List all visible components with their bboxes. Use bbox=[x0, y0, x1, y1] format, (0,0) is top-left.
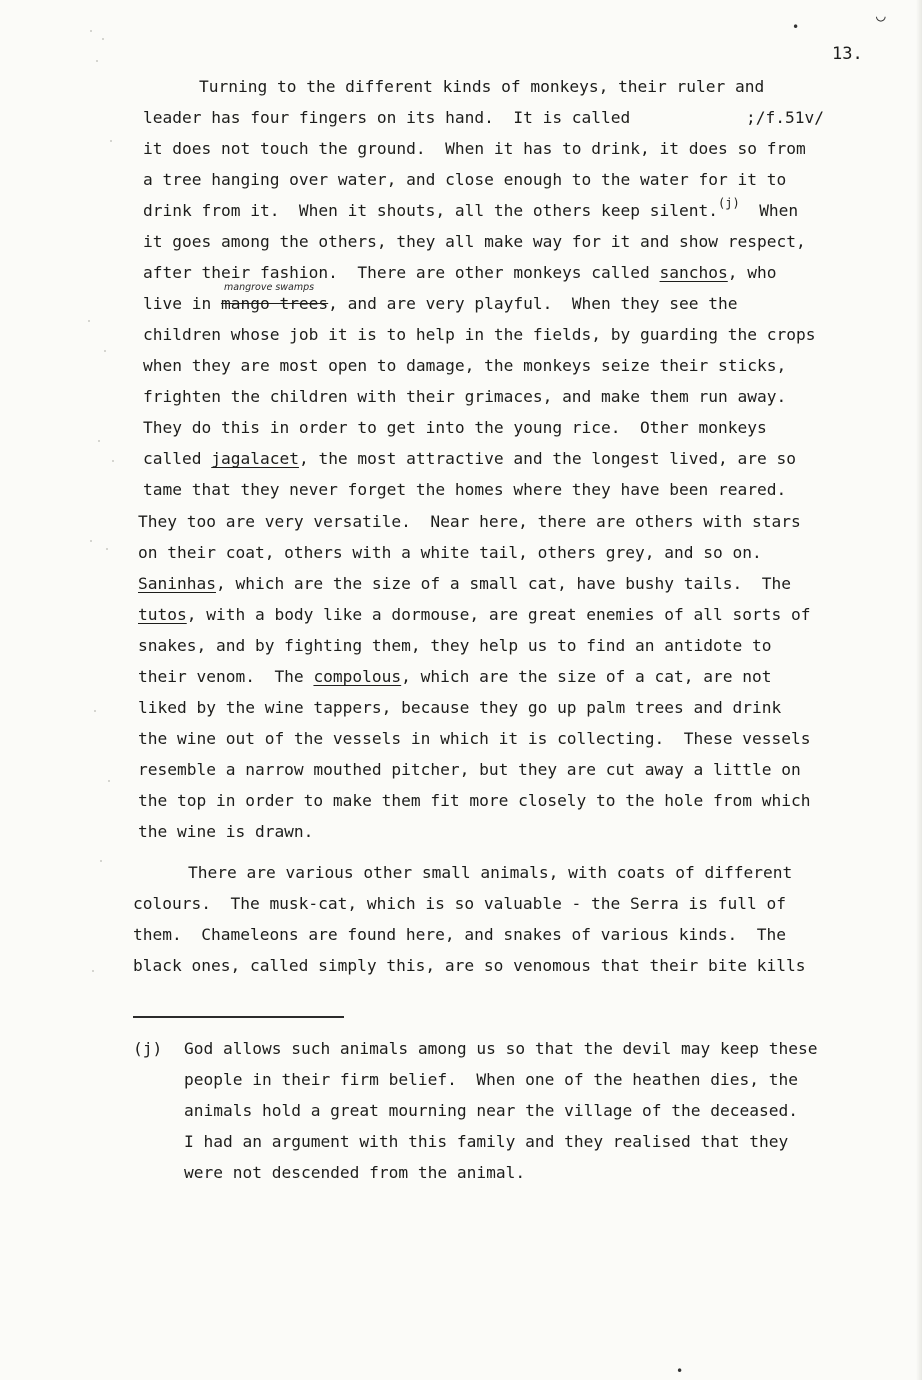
scan-dot: • bbox=[792, 20, 800, 34]
text-span: leader has four fingers on its hand. It is called bbox=[143, 108, 631, 127]
text-line: colours. The musk-cat, which is so valuable - the Serra is full of bbox=[133, 894, 786, 913]
footnote-line: God allows such animals among us so that the devil may keep these bbox=[184, 1039, 818, 1058]
footnote-line: animals hold a great mourning near the village of the deceased. bbox=[184, 1101, 798, 1120]
text-line bbox=[138, 574, 791, 594]
text-span: , and are very playful. When they see the bbox=[328, 294, 738, 313]
text-line bbox=[138, 605, 810, 625]
scan-dot: • bbox=[676, 1364, 684, 1378]
text-line bbox=[143, 108, 630, 128]
text-line bbox=[143, 449, 796, 469]
footnote-line: I had an argument with this family and they realised that they bbox=[184, 1132, 789, 1151]
text-line: frighten the children with their grimaces, and make them run away. bbox=[143, 387, 787, 406]
underlined-term: compolous bbox=[313, 667, 402, 686]
text-line: it does not touch the ground. When it has to drink, it does so from bbox=[143, 139, 806, 158]
text-line: it goes among the others, they all make way for it and show respect, bbox=[143, 232, 806, 251]
text-line: a tree hanging over water, and close enough to the water for it to bbox=[143, 170, 787, 189]
text-line bbox=[143, 294, 738, 314]
folio-reference: ;/f.51v/ bbox=[746, 108, 824, 127]
text-line: There are various other small animals, with coats of different bbox=[188, 863, 793, 882]
underlined-term: tutos bbox=[138, 605, 187, 624]
text-line bbox=[138, 667, 772, 687]
handwritten-annotation: mangrove swamps bbox=[224, 282, 315, 293]
text-span: live in bbox=[143, 294, 221, 313]
footnote-line: were not descended from the animal. bbox=[184, 1163, 526, 1182]
page-number: 13. bbox=[832, 44, 863, 64]
text-span: When bbox=[759, 201, 799, 220]
footnote-separator bbox=[133, 1016, 344, 1018]
text-span: called bbox=[143, 449, 212, 468]
struck-text: mango trees bbox=[220, 294, 329, 313]
text-line: They too are very versatile. Near here, there are others with stars bbox=[138, 512, 801, 531]
corner-mark: ◡ bbox=[876, 6, 886, 25]
text-line: black ones, called simply this, are so venomous that their bite kills bbox=[133, 956, 806, 975]
text-line: the top in order to make them fit more closely to the hole from which bbox=[138, 791, 811, 810]
underlined-term: jagalacet bbox=[211, 449, 299, 468]
text-line: tame that they never forget the homes where they have been reared. bbox=[143, 480, 787, 499]
text-line: liked by the wine tappers, because they go up palm trees and drink bbox=[138, 698, 782, 717]
text-span: , which are the size of a cat, are not bbox=[401, 667, 772, 686]
text-line bbox=[143, 263, 777, 283]
text-line: Turning to the different kinds of monkeys, their ruler and bbox=[199, 77, 765, 96]
underlined-term: Saninhas bbox=[138, 574, 216, 593]
text-span: , with a body like a dormouse, are great enemies of all sorts of bbox=[186, 605, 811, 624]
text-line bbox=[143, 196, 799, 222]
text-line: when they are most open to damage, the monkeys seize their sticks, bbox=[143, 356, 787, 375]
text-line: They do this in order to get into the young rice. Other monkeys bbox=[143, 418, 767, 437]
text-line: children whose job it is to help in the fields, by guarding the crops bbox=[143, 325, 816, 344]
text-line: resemble a narrow mouthed pitcher, but they are cut away a little on bbox=[138, 760, 801, 779]
footnote-marker: (j) bbox=[133, 1039, 163, 1058]
text-span: , the most attractive and the longest lived, are so bbox=[298, 449, 796, 468]
footnote-reference: (j) bbox=[718, 196, 740, 210]
margin-scan-specks bbox=[60, 20, 130, 1020]
footnote-line: people in their firm belief. When one of the heathen dies, the bbox=[184, 1070, 798, 1089]
text-line: the wine is drawn. bbox=[138, 822, 314, 841]
text-span: , who bbox=[727, 263, 777, 282]
underlined-term: sanchos bbox=[659, 263, 728, 282]
text-span: , which are the size of a small cat, have bushy tails. The bbox=[215, 574, 791, 593]
text-line: them. Chameleons are found here, and snakes of various kinds. The bbox=[133, 925, 786, 944]
text-span: drink from it. When it shouts, all the others keep silent. bbox=[143, 201, 718, 220]
text-line: the wine out of the vessels in which it is collecting. These vessels bbox=[138, 729, 811, 748]
text-span: after their fashion. There are other monkeys called bbox=[143, 263, 660, 282]
text-line: on their coat, others with a white tail, others grey, and so on. bbox=[138, 543, 762, 562]
text-span: their venom. The bbox=[138, 667, 314, 686]
page-edge-shadow bbox=[916, 0, 922, 1380]
text-line: snakes, and by fighting them, they help us to find an antidote to bbox=[138, 636, 772, 655]
